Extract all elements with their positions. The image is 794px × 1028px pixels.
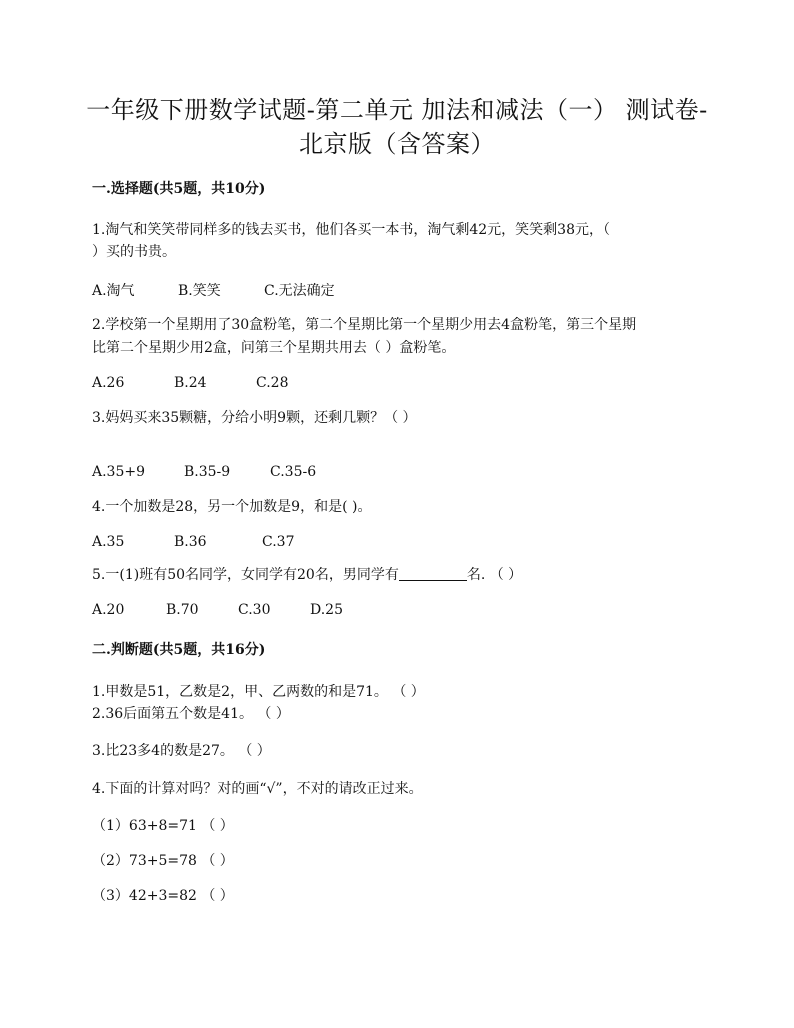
judgement-4-line1: 4.下面的计算对吗？对的画“√”，不对的请改正过来。 xyxy=(92,781,423,797)
option-c: C.30 xyxy=(238,602,271,618)
option-b: B.笑笑 xyxy=(178,283,221,299)
page-title-line1: 一年级下册数学试题-第二单元 加法和减法（一） 测试卷- xyxy=(86,96,708,124)
question-1-options xyxy=(92,281,335,301)
judgement-4-item-1: （1）63+8=71 （ ） xyxy=(92,818,234,834)
section-heading-choice: 一.选择题(共5题，共10分) xyxy=(92,181,266,197)
question-3-options xyxy=(92,462,316,482)
question-2-options xyxy=(92,373,288,393)
question-5-line1 xyxy=(92,565,522,585)
section-heading-judgement: 二.判断题(共5题，共16分) xyxy=(92,642,266,658)
option-b: B.35-9 xyxy=(184,464,231,480)
question-2-line1: 2.学校第一个星期用了30盒粉笔，第二个星期比第一个星期少用去4盒粉笔，第三个星期 xyxy=(92,317,637,333)
question-1-line2: ）买的书贵。 xyxy=(92,244,176,260)
option-c: C.37 xyxy=(262,534,295,550)
question-1-line1: 1.淘气和笑笑带同样多的钱去买书，他们各买一本书，淘气剩42元，笑笑剩38元，（ xyxy=(92,222,610,238)
question-4-line1: 4.一个加数是28，另一个加数是9，和是( )。 xyxy=(92,499,372,515)
option-b: B.24 xyxy=(174,375,207,391)
question-5-options xyxy=(92,600,343,620)
page-title-line2: 北京版（含答案） xyxy=(299,130,495,158)
judgement-1: 1.甲数是51，乙数是2，甲、乙两数的和是71。 （ ） xyxy=(92,684,425,700)
question-2-line2: 比第二个星期少用2盒，问第三个星期共用去（ ）盒粉笔。 xyxy=(92,340,456,356)
judgement-3: 3.比23多4的数是27。 （ ） xyxy=(92,743,271,759)
option-a: A.淘气 xyxy=(92,283,135,299)
answer-blank xyxy=(399,566,467,581)
option-c: C.28 xyxy=(256,375,289,391)
option-b: B.36 xyxy=(174,534,207,550)
option-c: C.无法确定 xyxy=(264,283,335,299)
question-5-text-before: 5.一(1)班有50名同学，女同学有20名，男同学有 xyxy=(92,567,399,583)
option-a: A.35+9 xyxy=(92,464,146,480)
judgement-2: 2.36后面第五个数是41。 （ ） xyxy=(92,706,290,722)
question-4-options xyxy=(92,532,294,552)
option-a: A.35 xyxy=(92,534,125,550)
judgement-4-item-3: （3）42+3=82 （ ） xyxy=(92,888,234,904)
option-a: A.26 xyxy=(92,375,125,391)
option-d: D.25 xyxy=(310,602,343,618)
option-c: C.35-6 xyxy=(270,464,317,480)
option-b: B.70 xyxy=(166,602,199,618)
option-a: A.20 xyxy=(92,602,125,618)
judgement-4-item-2: （2）73+5=78 （ ） xyxy=(92,853,234,869)
question-5-text-after: 名. （ ） xyxy=(466,567,523,583)
question-3-line1: 3.妈妈买来35颗糖，分给小明9颗，还剩几颗？（ ） xyxy=(92,410,417,426)
